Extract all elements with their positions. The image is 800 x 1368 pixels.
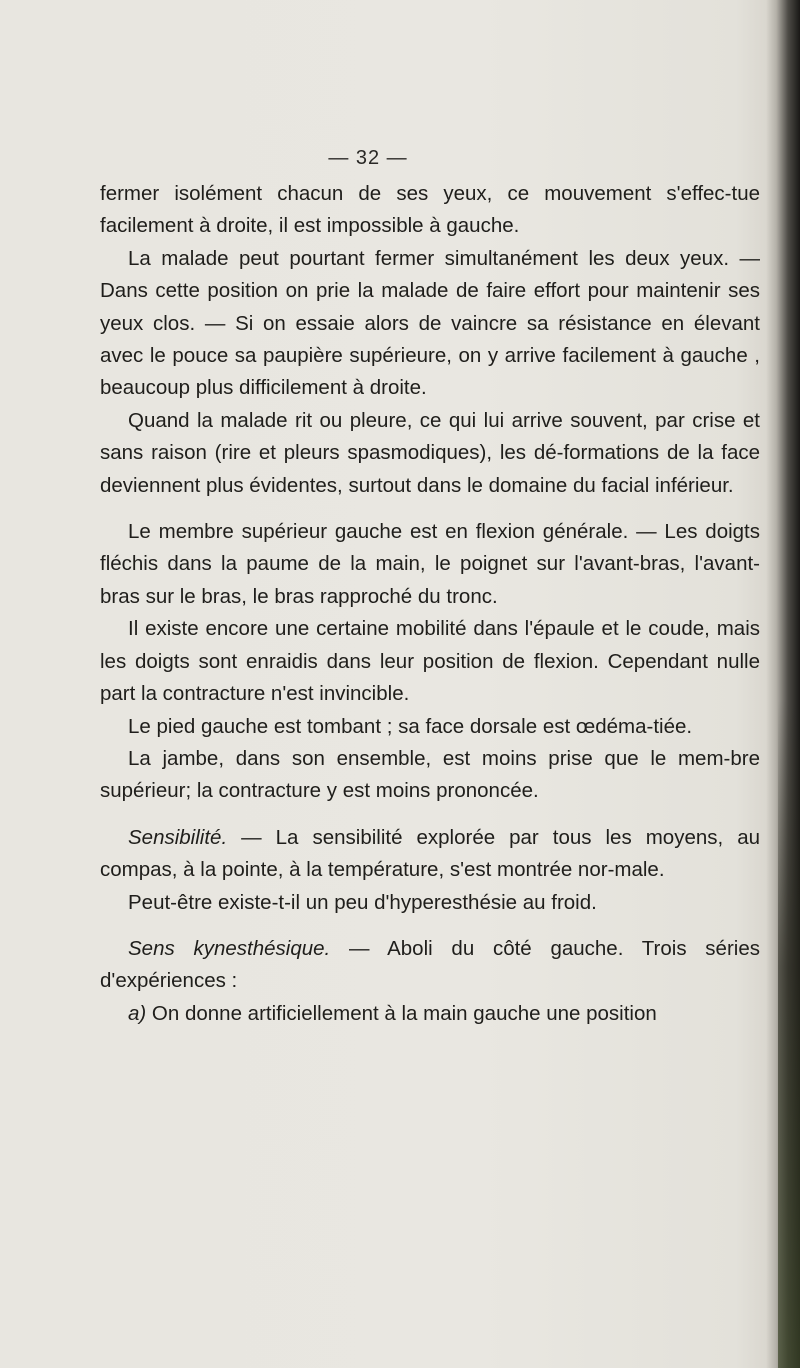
paragraph-10-text: — Aboli du côté gauche. Trois séries d'expériences : xyxy=(100,936,760,993)
paragraph-10 xyxy=(100,933,760,998)
paragraph-9: Peut-être existe-t-il un peu d'hyperesthésie au froid. xyxy=(128,890,597,914)
list-marker-a: a) xyxy=(128,1001,147,1025)
section-heading-sensibilite: Sensibilité. xyxy=(128,825,228,849)
paragraph-11 xyxy=(100,998,760,1030)
paragraph-2: La malade peut pourtant fermer simultanément les deux yeux. — Dans cette position on prie la malade de faire effort pour maintenir ses yeux clos. — Si on essaie alors de vaincre sa résistance en élevant avec le pouce sa paupière supérieure, on y arrive facilement à gauche , beaucoup plus difficilement à droite. xyxy=(100,246,760,400)
section-heading-sens-kynesthesique: Sens kynesthésique. xyxy=(128,936,331,960)
paragraph-3: Quand la malade rit ou pleure, ce qui lui arrive souvent, par crise et sans raison (rire et pleurs spasmodiques), les dé-formations de la face deviennent plus évidentes, surtout dans le domaine du facial inférieur. xyxy=(100,408,760,497)
paragraph-8-text: — La sensibilité explorée par tous les moyens, au compas, à la pointe, à la température, s'est montrée nor-male. xyxy=(100,825,760,882)
paragraph-1: fermer isolément chacun de ses yeux, ce mouvement s'effec-tue facilement à droite, il est impossible à gauche. xyxy=(100,182,760,238)
paragraph-11-text: On donne artificiellement à la main gauche une position xyxy=(146,1001,657,1025)
page-edge-stain xyxy=(778,700,800,1368)
page-number: — 32 — xyxy=(328,147,408,169)
paragraph-4: Le membre supérieur gauche est en flexion générale. — Les doigts fléchis dans la paume de la main, le poignet sur l'avant-bras, l'avant-bras sur le bras, le bras rapproché du tronc. xyxy=(100,520,760,608)
paragraph-5: Il existe encore une certaine mobilité dans l'épaule et le coude, mais les doigts sont enraidis dans leur position de flexion. Cependant nulle part la contracture n'est invincible. xyxy=(100,617,760,706)
paragraph-8 xyxy=(100,822,760,887)
paragraph-6: Le pied gauche est tombant ; sa face dorsale est œdéma-tiée. xyxy=(128,714,693,738)
paragraph-7: La jambe, dans son ensemble, est moins prise que le mem-bre supérieur; la contracture y est moins prononcée. xyxy=(100,746,760,803)
body-text xyxy=(100,178,760,1030)
